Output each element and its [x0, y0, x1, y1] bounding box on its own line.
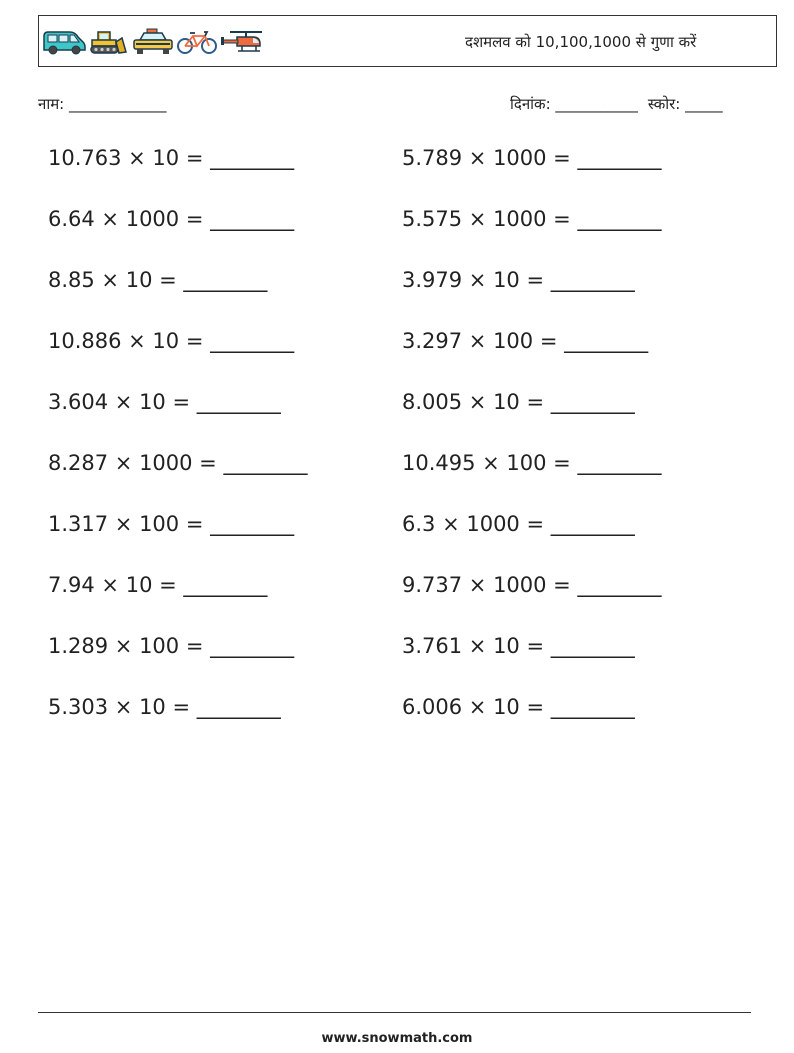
- bicycle-icon: [176, 28, 218, 56]
- problem-item: 5.303 × 10 = ________: [48, 695, 281, 719]
- problem-item: 8.85 × 10 = ________: [48, 268, 268, 292]
- footer-url[interactable]: www.snowmath.com: [321, 1031, 473, 1046]
- taxi-icon: [132, 28, 174, 56]
- problem-item: 10.495 × 100 = ________: [402, 451, 662, 475]
- worksheet-title: दशमलव को 10,100,1000 से गुणा करें: [465, 33, 697, 51]
- name-field: नाम: _____________: [38, 95, 167, 113]
- worksheet-header: [38, 15, 777, 67]
- van-icon: [42, 28, 86, 56]
- problem-item: 6.3 × 1000 = ________: [402, 512, 635, 536]
- problem-item: 3.297 × 100 = ________: [402, 329, 649, 353]
- problem-item: 9.737 × 1000 = ________: [402, 573, 662, 597]
- problem-item: 1.289 × 100 = ________: [48, 634, 295, 658]
- score-field: स्कोर: _____: [647, 95, 723, 113]
- problem-item: 3.761 × 10 = ________: [402, 634, 635, 658]
- date-field: दिनांक: ___________: [510, 95, 638, 113]
- problem-item: 10.886 × 10 = ________: [48, 329, 295, 353]
- problem-item: 6.006 × 10 = ________: [402, 695, 635, 719]
- date-score-fields: [510, 94, 723, 114]
- problem-item: 6.64 × 1000 = ________: [48, 207, 295, 231]
- problem-item: 5.789 × 1000 = ________: [402, 146, 662, 170]
- problem-item: 3.979 × 10 = ________: [402, 268, 635, 292]
- vehicle-icons: [42, 25, 264, 59]
- problem-item: 8.005 × 10 = ________: [402, 390, 635, 414]
- problem-item: 5.575 × 1000 = ________: [402, 207, 662, 231]
- footer-divider: [38, 1012, 751, 1013]
- problem-item: 7.94 × 10 = ________: [48, 573, 268, 597]
- bulldozer-icon: [88, 28, 130, 56]
- problem-item: 1.317 × 100 = ________: [48, 512, 295, 536]
- problem-item: 3.604 × 10 = ________: [48, 390, 281, 414]
- problem-item: 10.763 × 10 = ________: [48, 146, 295, 170]
- helicopter-icon: [220, 28, 264, 56]
- problem-item: 8.287 × 1000 = ________: [48, 451, 308, 475]
- problem-grid: [48, 146, 768, 756]
